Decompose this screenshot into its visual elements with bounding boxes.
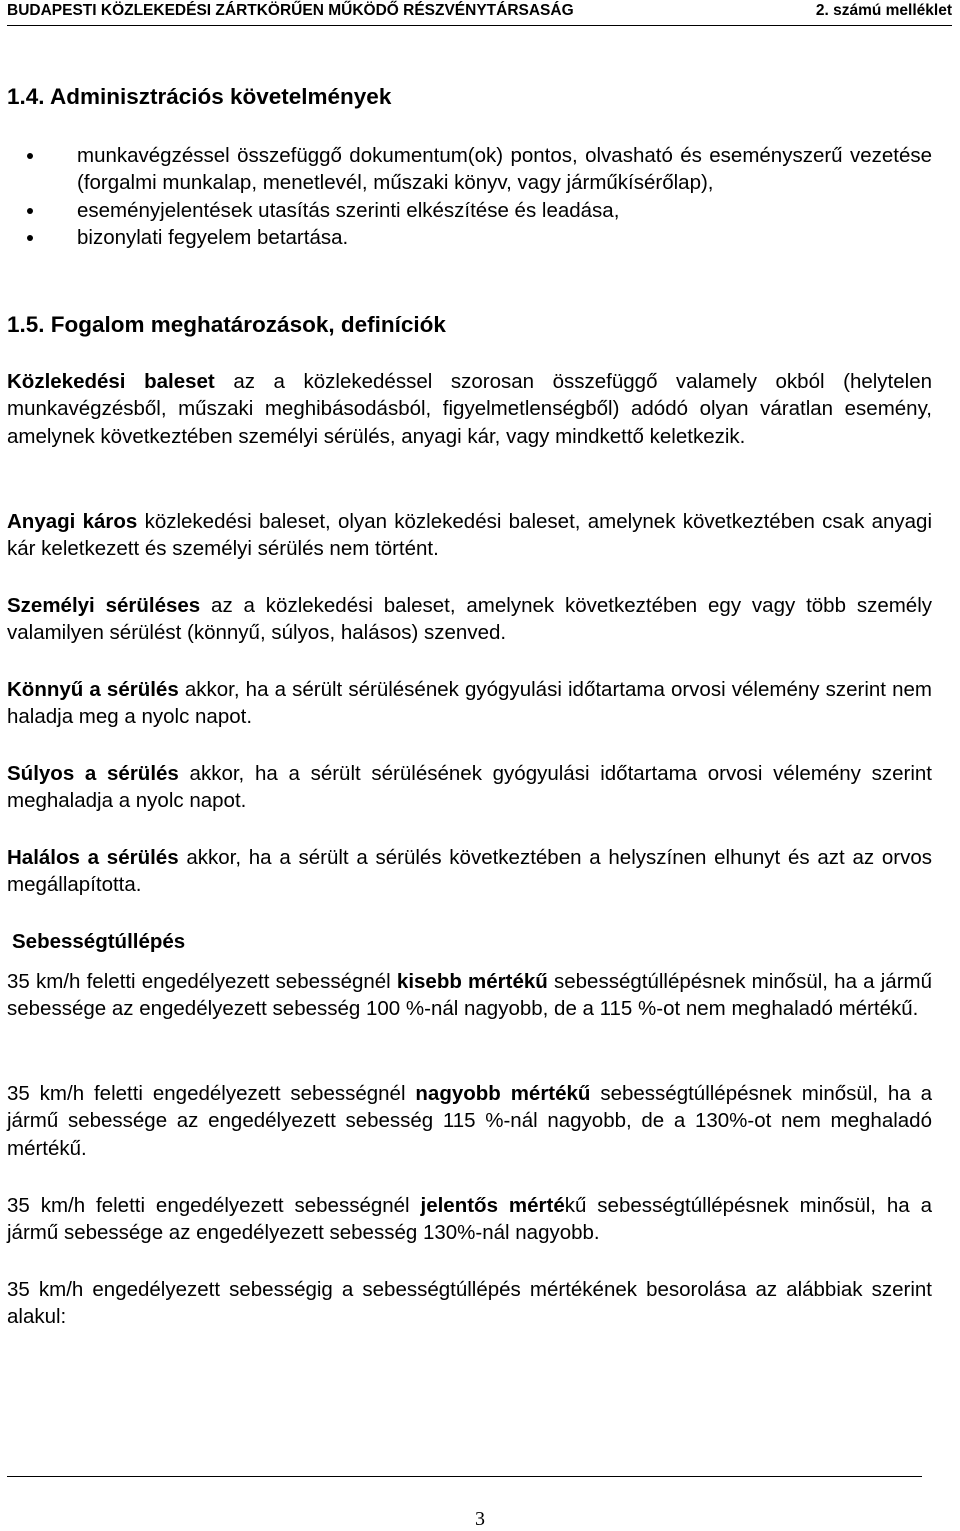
definition-paragraph: Halálos a sérülés akkor, ha a sérült a sérülés következtében a helyszínen elhunyt és azt az orvos megállapította.	[7, 846, 932, 897]
list-item: munkavégzéssel összefüggő dokumentum(ok) pontos, olvasható és eseményszerű vezetése (forgalmi munkalap, menetlevél, műszaki könyv, vagy járműkísérőlap),	[0, 142, 932, 197]
speeding-category: nagyobb mértékű	[415, 1082, 591, 1105]
header-annex: 2. számú melléklet	[815, 2, 952, 19]
bullet-icon	[27, 208, 33, 214]
definition-term: Súlyos a sérülés	[7, 762, 179, 785]
list-item: bizonylati fegyelem betartása.	[0, 224, 932, 251]
section-1-4-title: 1.4. Adminisztrációs követelmények	[7, 84, 392, 109]
speeding-category: jelentős mérté	[420, 1194, 565, 1217]
closing-paragraph: 35 km/h engedélyezett sebességig a sebességtúllépés mértékének besorolása az alábbiak szerint alakul:	[7, 1278, 932, 1329]
definition-paragraph: Könnyű a sérülés akkor, ha a sérült sérülésének gyógyulási időtartama orvosi vélemény szerint nem haladja meg a nyolc napot.	[7, 678, 932, 729]
list-item: eseményjelentések utasítás szerinti elkészítése és leadása,	[0, 197, 932, 224]
definition-term: Közlekedési baleset	[7, 370, 215, 393]
definition-term: Könnyű a sérülés	[7, 678, 179, 701]
speeding-paragraph: 35 km/h feletti engedélyezett sebességnél nagyobb mértékű sebességtúllépésnek minősül, ha a jármű sebessége az engedélyezett sebesség 115 %-nál nagyobb, de a 130%-ot nem meghaladó mértékű.	[7, 1082, 932, 1160]
section-1-5-title: 1.5. Fogalom meghatározások, definíciók	[7, 312, 446, 337]
definition-term: Anyagi káros	[7, 510, 138, 533]
speeding-title: Sebességtúllépés	[12, 930, 186, 953]
header-company: BUDAPESTI KÖZLEKEDÉSI ZÁRTKÖRŰEN MŰKÖDŐ RÉSZVÉNYTÁRSASÁG	[7, 2, 574, 19]
page-header	[7, 0, 952, 26]
page-number: 3	[475, 1508, 485, 1530]
definition-paragraph: Személyi sérüléses az a közlekedési baleset, amelynek következtében egy vagy több személy valamilyen sérülést (könnyű, súlyos, halásos) szenved.	[7, 594, 933, 645]
footer-divider	[7, 1476, 922, 1477]
definition-term: Személyi sérüléses	[7, 594, 201, 617]
definition-paragraph: Közlekedési baleset az a közlekedéssel szorosan összefüggő valamely okból (helytelen munkavégzésből, műszaki meghibásodásból, figyelmetlenségből) adódó olyan váratlan esemény, amelynek következtében személyi sérülés, anyagi kár, vagy mindkettő keletkezik.	[7, 370, 933, 448]
speeding-paragraph: 35 km/h feletti engedélyezett sebességnél kisebb mértékű sebességtúllépésnek minősül, ha a jármű sebessége az engedélyezett sebesség 100 %-nál nagyobb, de a 115 %-ot nem meghaladó mértékű.	[7, 970, 932, 1021]
definition-paragraph: Súlyos a sérülés akkor, ha a sérült sérülésének gyógyulási időtartama orvosi vélemény szerint meghaladja a nyolc napot.	[7, 762, 932, 813]
bullet-icon	[27, 235, 33, 241]
speeding-category: kisebb mértékű	[396, 970, 548, 993]
requirements-list	[0, 142, 932, 252]
speeding-paragraph: 35 km/h feletti engedélyezett sebességnél jelentős mértékű sebességtúllépésnek minősül, ha a jármű sebessége az engedélyezett sebesség 130%-nál nagyobb.	[7, 1194, 933, 1245]
definition-term: Halálos a sérülés	[7, 846, 179, 869]
bullet-icon	[27, 153, 33, 159]
definition-paragraph: Anyagi káros közlekedési baleset, olyan közlekedési baleset, amelynek következtében csak anyagi kár keletkezett és személyi sérülés nem történt.	[7, 510, 932, 561]
